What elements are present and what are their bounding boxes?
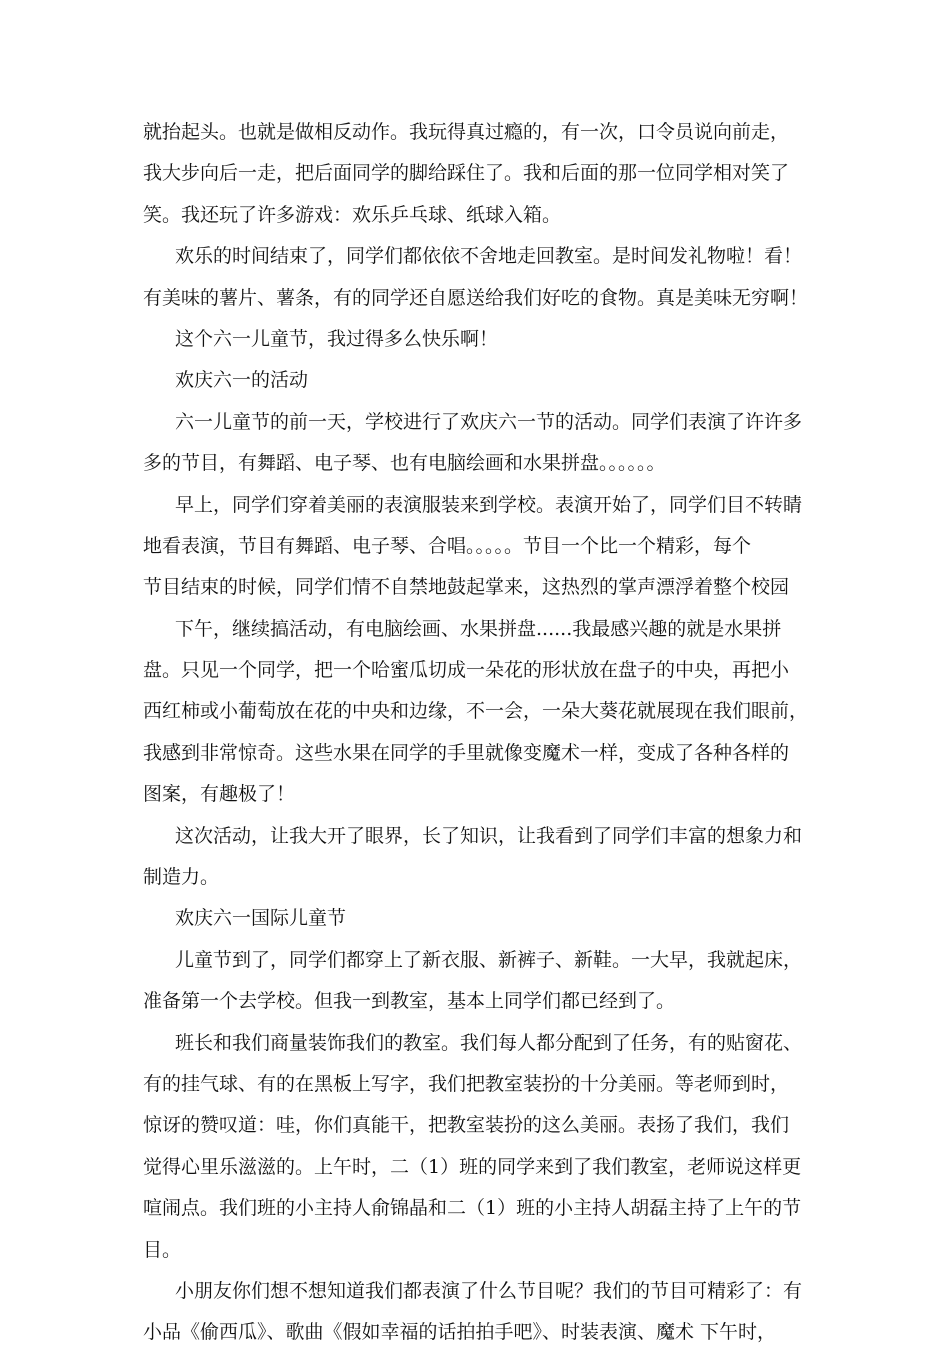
text-line: 觉得心里乐滋滋的。上午时，二（1）班的同学来到了我们教室，老师说这样更 xyxy=(143,1155,802,1178)
document-body xyxy=(143,112,808,1354)
text-line: 目。 xyxy=(143,1238,182,1261)
text-line: 节目结束的时候，同学们情不自禁地鼓起掌来，这热烈的掌声漂浮着整个校园 xyxy=(143,576,790,599)
text-line: 地看表演，节目有舞蹈、电子琴、合唱。。。。。节目一个比一个精彩，每个 xyxy=(143,534,752,557)
text-line: 小朋友你们想不想知道我们都表演了什么节目呢？我们的节目可精彩了：有 xyxy=(175,1279,803,1302)
text-line: 我大步向后一走，把后面同学的脚给踩住了。我和后面的那一位同学相对笑了 xyxy=(143,162,790,185)
section-heading: 欢庆六一的活动 xyxy=(175,369,309,392)
text-line: 图案，有趣极了！ xyxy=(143,783,296,806)
text-line: 班长和我们商量装饰我们的教室。我们每人都分配到了任务，有的贴窗花、 xyxy=(175,1031,803,1054)
text-line: 多的节目，有舞蹈、电子琴、也有电脑绘画和水果拼盘。。。。。。 xyxy=(143,452,666,475)
text-line: 制造力。 xyxy=(143,866,220,889)
text-line: 早上，同学们穿着美丽的表演服装来到学校。表演开始了，同学们目不转睛 xyxy=(175,493,803,516)
text-line: 下午，继续搞活动，有电脑绘画、水果拼盘......我最感兴趣的就是水果拼 xyxy=(175,617,782,640)
text-line: 这个六一儿童节，我过得多么快乐啊！ xyxy=(175,327,499,350)
text-line: 喧闹点。我们班的小主持人俞锦晶和二（1）班的小主持人胡磊主持了上午的节 xyxy=(143,1197,802,1220)
text-line: 就抬起头。也就是做相反动作。我玩得真过瘾的，有一次，口令员说向前走， xyxy=(143,121,790,143)
text-line: 准备第一个去学校。但我一到教室，基本上同学们都已经到了。 xyxy=(143,990,676,1013)
text-line: 惊讶的赞叹道：哇，你们真能干，把教室装扮的这么美丽。表扬了我们，我们 xyxy=(143,1114,790,1137)
text-line: 笑。我还玩了许多游戏：欢乐乒乓球、纸球入箱。 xyxy=(143,203,562,226)
text-line: 我感到非常惊奇。这些水果在同学的手里就像变魔术一样，变成了各种各样的 xyxy=(143,741,790,764)
text-line: 有美味的薯片、薯条，有的同学还自愿送给我们好吃的食物。真是美味无穷啊！ xyxy=(143,286,809,309)
text-line: 盘。只见一个同学，把一个哈蜜瓜切成一朵花的形状放在盘子的中央，再把小 xyxy=(143,659,790,682)
text-line: 小品《偷西瓜》、歌曲《假如幸福的话拍拍手吧》、时装表演、魔术 下午时， xyxy=(143,1321,777,1344)
text-line: 西红柿或小葡萄放在花的中央和边缘，不一会，一朵大葵花就展现在我们眼前， xyxy=(143,700,809,723)
text-line: 儿童节到了，同学们都穿上了新衣服、新裤子、新鞋。一大早，我就起床， xyxy=(175,948,803,971)
text-line: 这次活动，让我大开了眼界，长了知识，让我看到了同学们丰富的想象力和 xyxy=(175,824,803,847)
text-line: 有的挂气球、有的在黑板上写字，我们把教室装扮的十分美丽。等老师到时， xyxy=(143,1072,790,1095)
text-line: 欢乐的时间结束了，同学们都依依不舍地走回教室。是时间发礼物啦！看！ xyxy=(175,245,803,268)
text-line: 六一儿童节的前一天，学校进行了欢庆六一节的活动。同学们表演了许许多 xyxy=(175,410,803,433)
section-heading: 欢庆六一国际儿童节 xyxy=(175,907,347,930)
